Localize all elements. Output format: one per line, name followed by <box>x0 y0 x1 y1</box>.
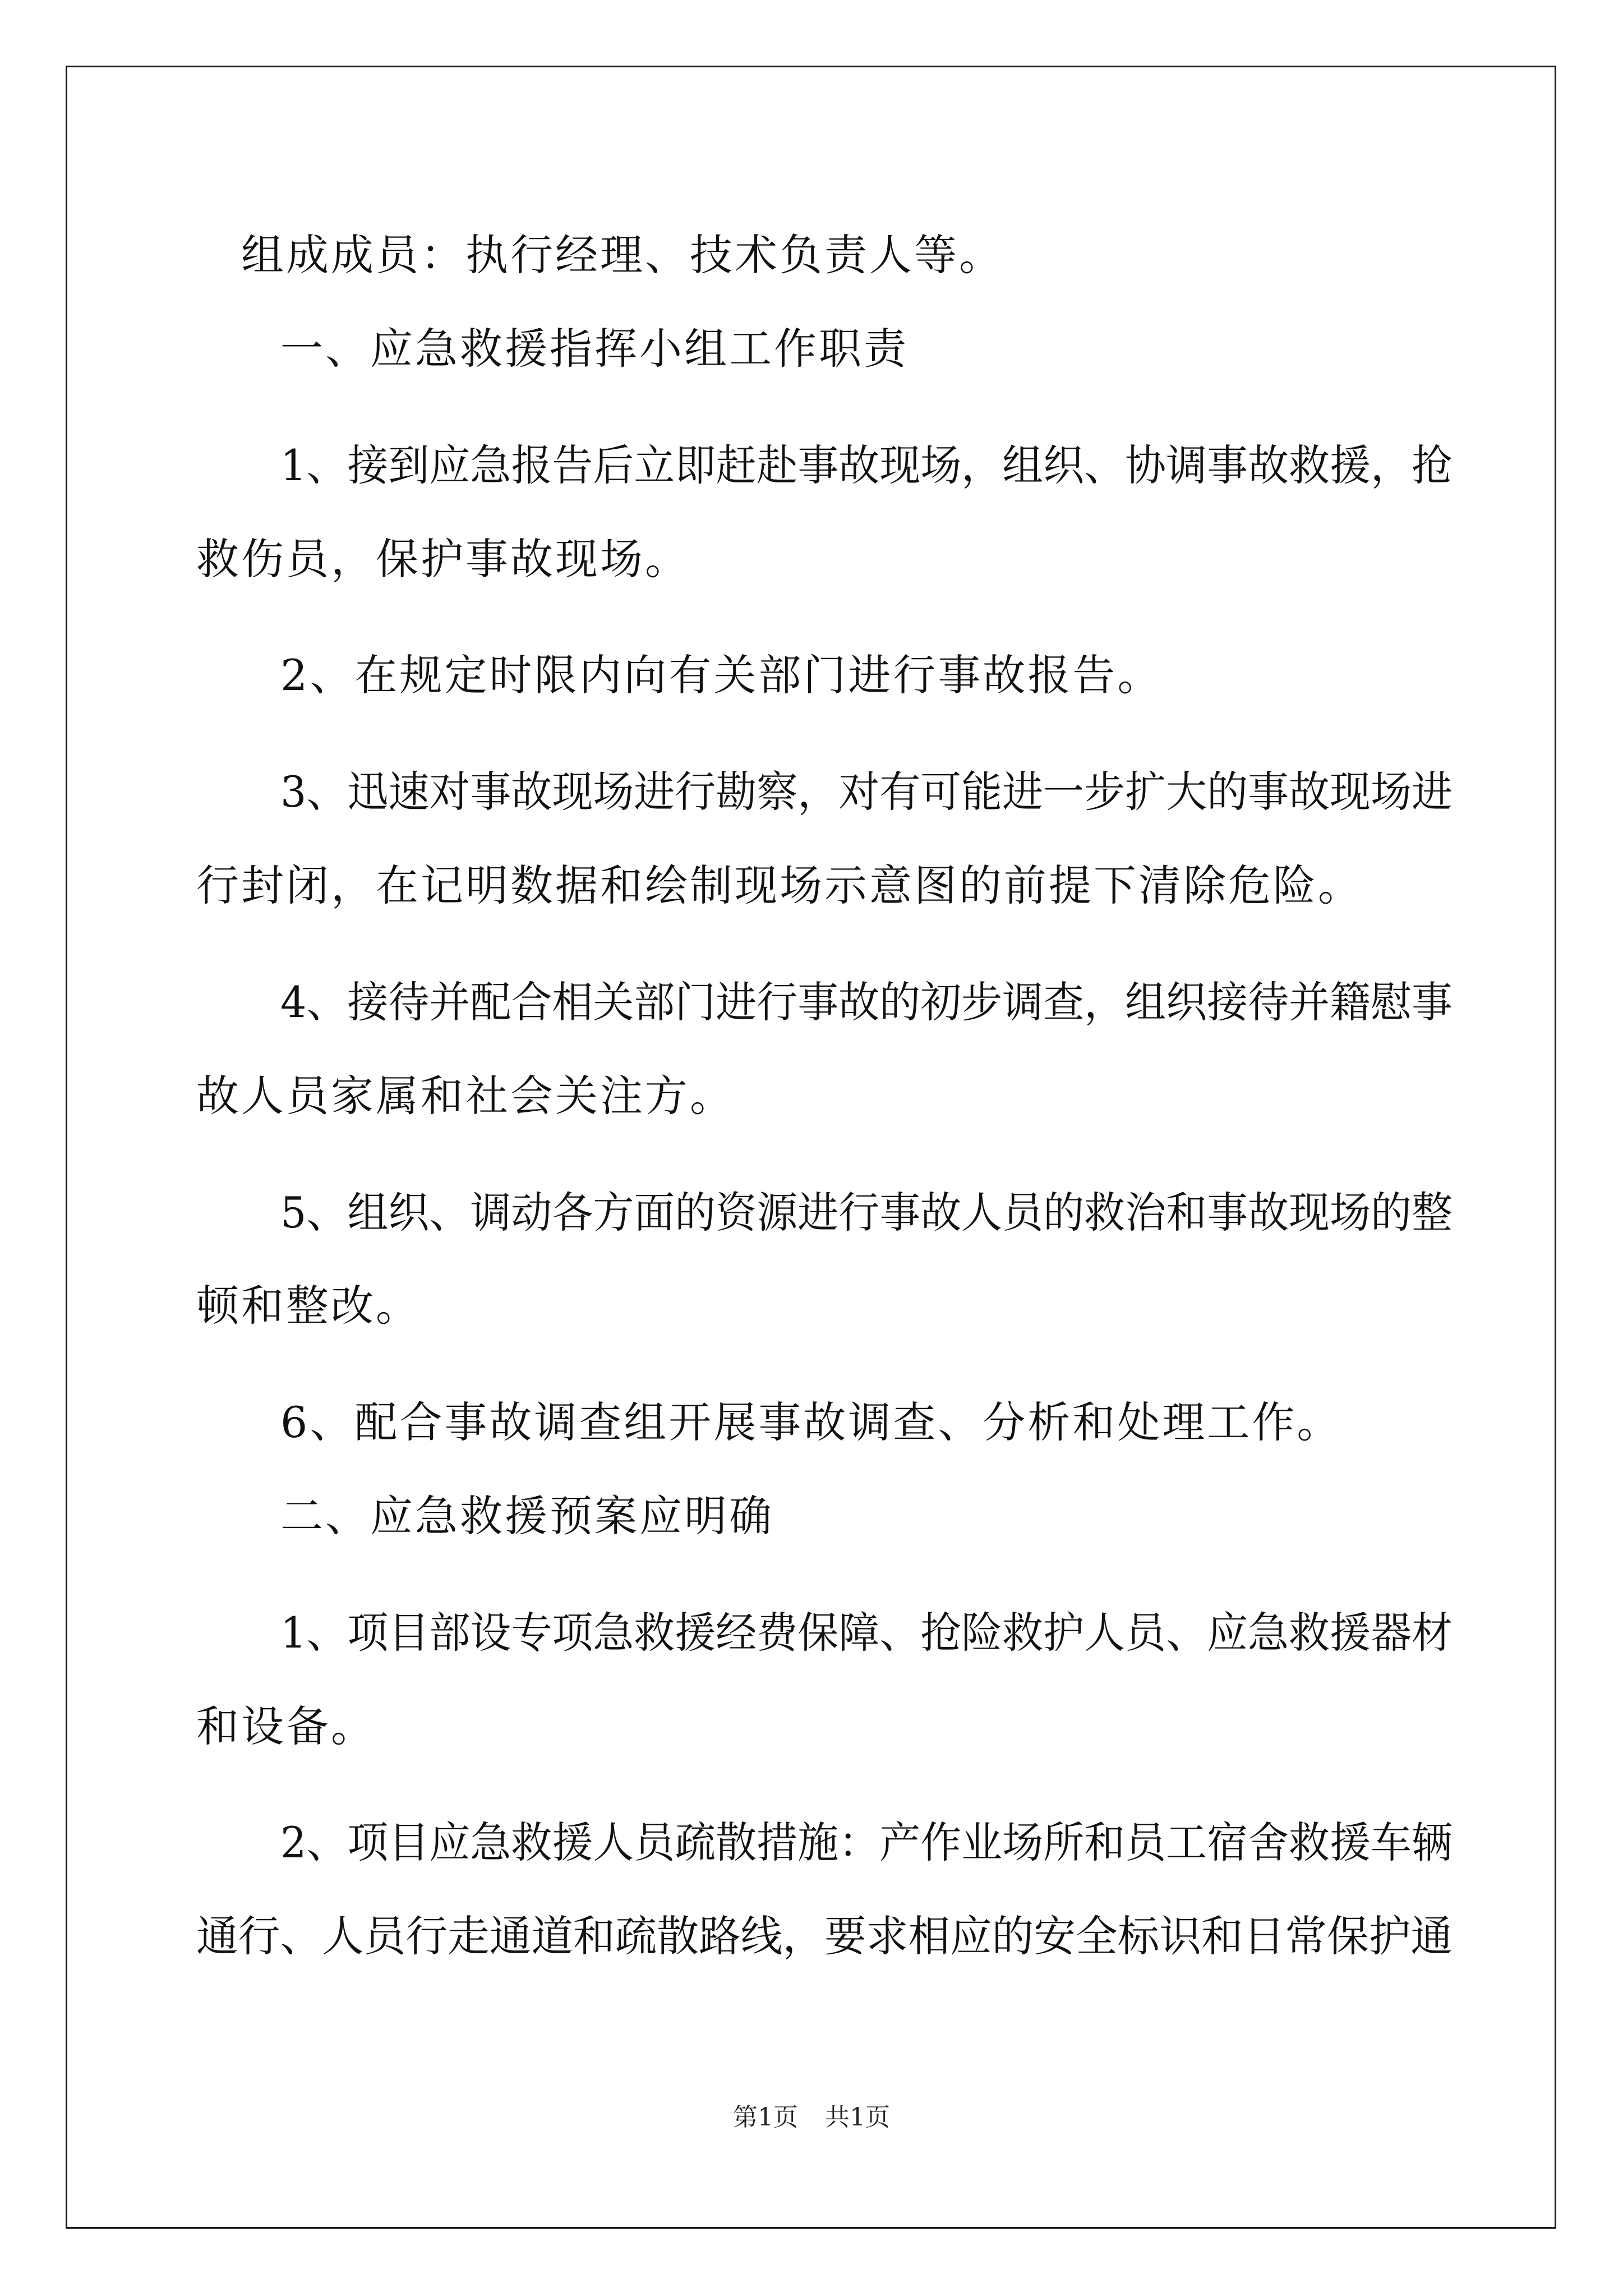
page-border <box>66 66 1556 2229</box>
text-line: 2、项目应急救援人员疏散措施：产作业场所和员工宿舍救援车辆 <box>280 1818 1453 1867</box>
text-line: 和设备。 <box>196 1701 376 1751</box>
text-line: 2、在规定时限内向有关部门进行事故报告。 <box>280 650 1163 700</box>
section-heading: 二、应急救援预案应明确 <box>280 1491 774 1541</box>
page-total: 共1页 <box>825 2103 890 2132</box>
text-line: 通行、人员行走通道和疏散路线，要求相应的安全标识和日常保护通 <box>196 1911 1453 1961</box>
text-line: 5、组织、调动各方面的资源进行事故人员的救治和事故现场的整 <box>280 1188 1453 1237</box>
text-line: 6、配合事故调查组开展事故调查、分析和处理工作。 <box>280 1397 1342 1447</box>
text-line: 救伤员，保护事故现场。 <box>196 534 690 584</box>
text-line: 顿和整改。 <box>196 1281 421 1331</box>
text-line: 故人员家属和社会关注方。 <box>196 1071 735 1121</box>
section-heading: 一、应急救援指挥小组工作职责 <box>280 324 909 374</box>
text-line: 1、项目部设专项急救援经费保障、抢险救护人员、应急救援器材 <box>280 1608 1453 1658</box>
text-line: 组成成员：执行经理、技术负责人等。 <box>241 230 1004 280</box>
page-footer <box>0 2101 1623 2134</box>
text-line: 3、迅速对事故现场进行勘察，对有可能进一步扩大的事故现场进 <box>280 767 1453 817</box>
page-number: 第1页 <box>733 2103 798 2132</box>
text-line: 4、接待并配合相关部门进行事故的初步调查，组织接待并籍慰事 <box>280 977 1453 1027</box>
text-line: 1、接到应急报告后立即赶赴事故现场，组织、协调事故救援，抢 <box>280 440 1453 490</box>
text-line: 行封闭，在记明数据和绘制现场示意图的前提下清除危险。 <box>196 861 1363 910</box>
